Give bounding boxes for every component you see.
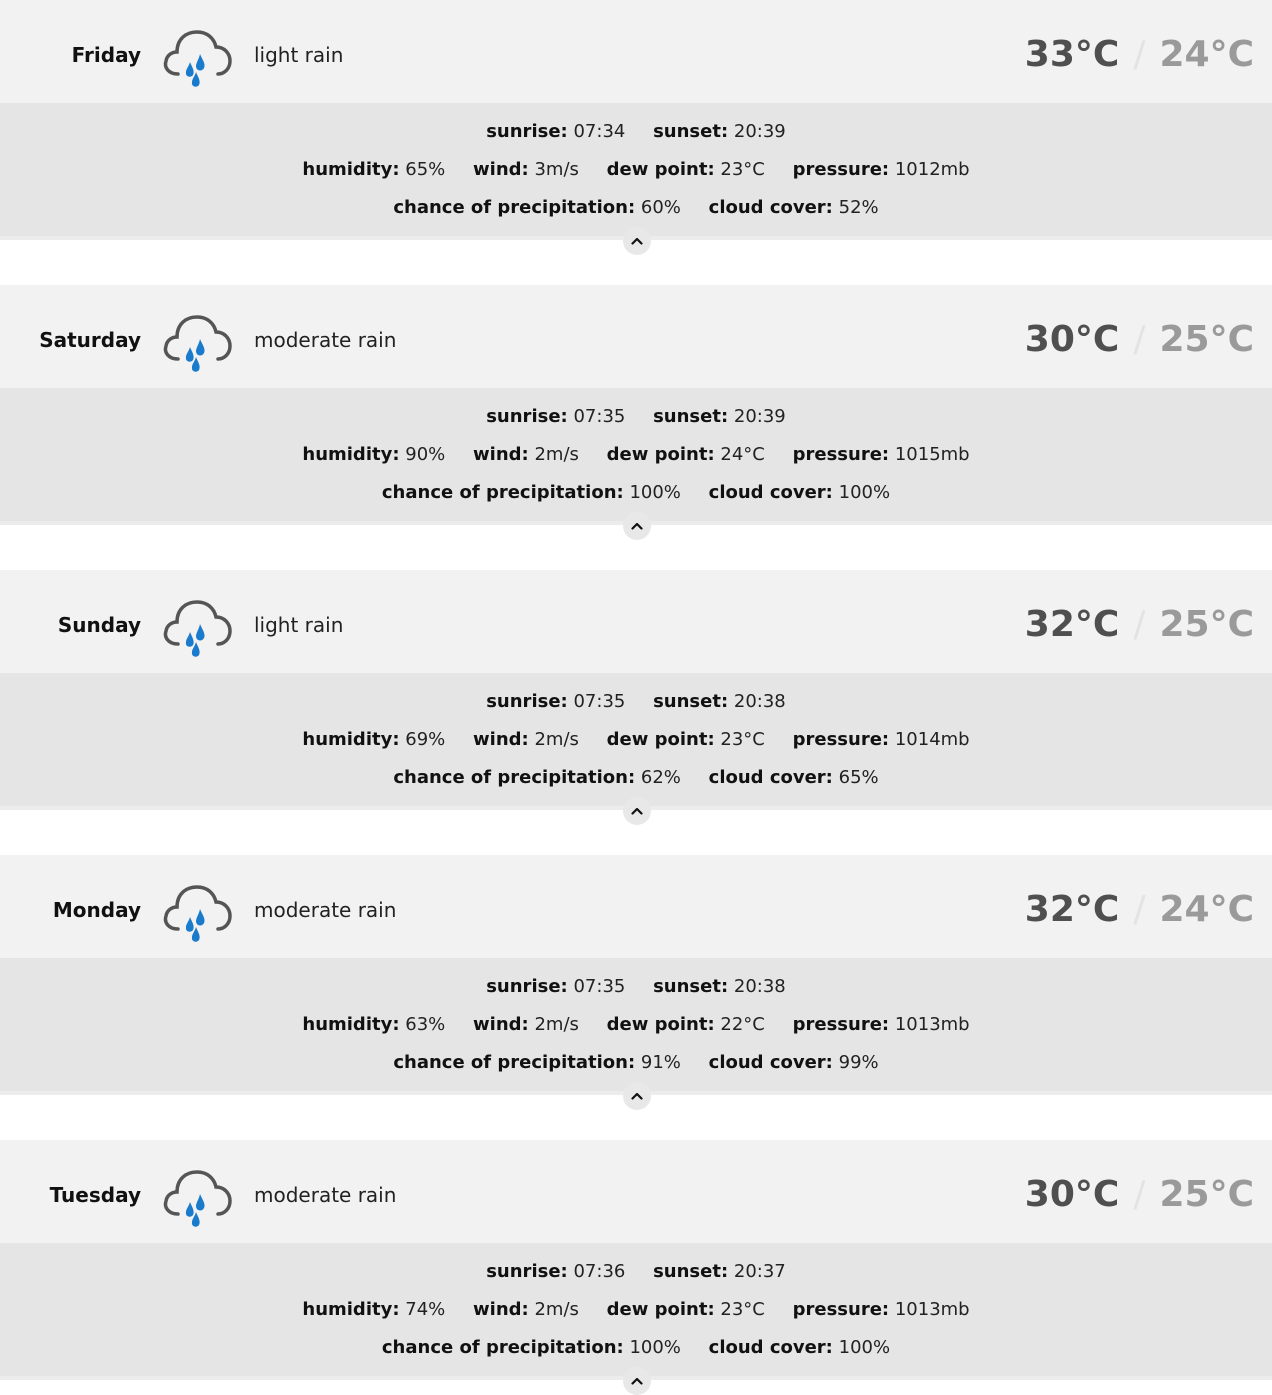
condition-text: light rain [254,43,344,67]
pressure: pressure: 1013mb [792,1299,970,1320]
sunset: sunset: 20:39 [653,121,786,142]
temp-high: 30°C [1024,1174,1120,1215]
cloud-cover: cloud cover: 65% [708,767,879,788]
day-forecast-friday [0,0,1272,240]
temp-low: 25°C [1159,604,1254,645]
day-forecast-monday [0,855,1272,1095]
temp-high: 32°C [1024,604,1120,645]
temp-low: 24°C [1159,889,1254,930]
detail-row-precipitation [0,767,1272,788]
temp-separator: / [1133,604,1146,645]
sunset: sunset: 20:38 [653,976,786,997]
dew-point: dew point: 24°C [606,444,765,465]
detail-row-sun [0,976,1272,997]
detail-row-precipitation [0,197,1272,218]
detail-row-sun [0,406,1272,427]
chance-of-precipitation: chance of precipitation: 60% [393,197,681,218]
condition-text: light rain [254,613,344,637]
rain-cloud-icon [160,594,234,660]
chevron-up-icon [630,1374,644,1388]
temp-separator: / [1133,889,1146,930]
chevron-up-icon [630,234,644,248]
temp-separator: / [1133,319,1146,360]
day-header[interactable] [0,0,1272,103]
humidity: humidity: 74% [302,1299,446,1320]
humidity: humidity: 69% [302,729,446,750]
condition-text: moderate rain [254,328,397,352]
sunrise: sunrise: 07:35 [486,406,626,427]
day-details-panel [0,1243,1272,1380]
chevron-up-icon [630,1089,644,1103]
temp-low: 25°C [1159,1174,1254,1215]
humidity: humidity: 63% [302,1014,446,1035]
detail-row-atmosphere [0,159,1272,180]
chevron-up-icon [630,804,644,818]
rain-cloud-icon [160,24,234,90]
collapse-toggle-button[interactable] [623,1367,651,1395]
day-details-panel [0,103,1272,240]
sunrise: sunrise: 07:34 [486,121,626,142]
wind: wind: 2m/s [473,1299,579,1320]
collapse-toggle-button[interactable] [623,1082,651,1110]
chance-of-precipitation: chance of precipitation: 91% [393,1052,681,1073]
detail-row-precipitation [0,482,1272,503]
temp-high: 33°C [1024,34,1120,75]
dew-point: dew point: 23°C [606,1299,765,1320]
cloud-cover: cloud cover: 52% [708,197,879,218]
rain-cloud-icon [160,879,234,945]
sunrise: sunrise: 07:36 [486,1261,626,1282]
day-header[interactable] [0,285,1272,388]
pressure: pressure: 1015mb [792,444,970,465]
sunset: sunset: 20:39 [653,406,786,427]
day-name: Friday [71,43,141,67]
detail-row-sun [0,1261,1272,1282]
temp-separator: / [1133,1174,1146,1215]
day-header[interactable] [0,1140,1272,1243]
sunrise: sunrise: 07:35 [486,691,626,712]
rain-cloud-icon [160,309,234,375]
condition-text: moderate rain [254,898,397,922]
dew-point: dew point: 22°C [606,1014,765,1035]
temp-high: 30°C [1024,319,1120,360]
day-forecast-tuesday [0,1140,1272,1380]
detail-row-sun [0,691,1272,712]
detail-row-atmosphere [0,1014,1272,1035]
humidity: humidity: 65% [302,159,446,180]
day-details-panel [0,388,1272,525]
detail-row-precipitation [0,1052,1272,1073]
detail-row-atmosphere [0,444,1272,465]
sunset: sunset: 20:38 [653,691,786,712]
temp-low: 25°C [1159,319,1254,360]
day-header[interactable] [0,570,1272,673]
dew-point: dew point: 23°C [606,729,765,750]
temp-low: 24°C [1159,34,1254,75]
cloud-cover: cloud cover: 100% [708,1337,891,1358]
temperature-range [1025,285,1254,388]
wind: wind: 2m/s [473,444,579,465]
day-name: Tuesday [49,1183,141,1207]
day-details-panel [0,958,1272,1095]
cloud-cover: cloud cover: 100% [708,482,891,503]
sunrise: sunrise: 07:35 [486,976,626,997]
temperature-range [1025,1140,1254,1243]
detail-row-atmosphere [0,1299,1272,1320]
detail-row-precipitation [0,1337,1272,1358]
cloud-cover: cloud cover: 99% [708,1052,879,1073]
day-forecast-sunday [0,570,1272,810]
temperature-range [1025,855,1254,958]
collapse-toggle-button[interactable] [623,512,651,540]
wind: wind: 2m/s [473,1014,579,1035]
chance-of-precipitation: chance of precipitation: 100% [381,1337,681,1358]
temperature-range [1025,570,1254,673]
detail-row-atmosphere [0,729,1272,750]
pressure: pressure: 1013mb [792,1014,970,1035]
condition-text: moderate rain [254,1183,397,1207]
day-forecast-saturday [0,285,1272,525]
rain-cloud-icon [160,1164,234,1230]
pressure: pressure: 1012mb [792,159,970,180]
wind: wind: 2m/s [473,729,579,750]
chevron-up-icon [630,519,644,533]
collapse-toggle-button[interactable] [623,227,651,255]
humidity: humidity: 90% [302,444,446,465]
temperature-range [1025,0,1254,103]
chance-of-precipitation: chance of precipitation: 62% [393,767,681,788]
wind: wind: 3m/s [473,159,579,180]
collapse-toggle-button[interactable] [623,797,651,825]
temp-separator: / [1133,34,1146,75]
sunset: sunset: 20:37 [653,1261,786,1282]
day-name: Monday [52,898,141,922]
chance-of-precipitation: chance of precipitation: 100% [381,482,681,503]
temp-high: 32°C [1024,889,1120,930]
dew-point: dew point: 23°C [606,159,765,180]
day-name: Sunday [57,613,141,637]
day-header[interactable] [0,855,1272,958]
detail-row-sun [0,121,1272,142]
pressure: pressure: 1014mb [792,729,970,750]
day-name: Saturday [39,328,141,352]
day-details-panel [0,673,1272,810]
